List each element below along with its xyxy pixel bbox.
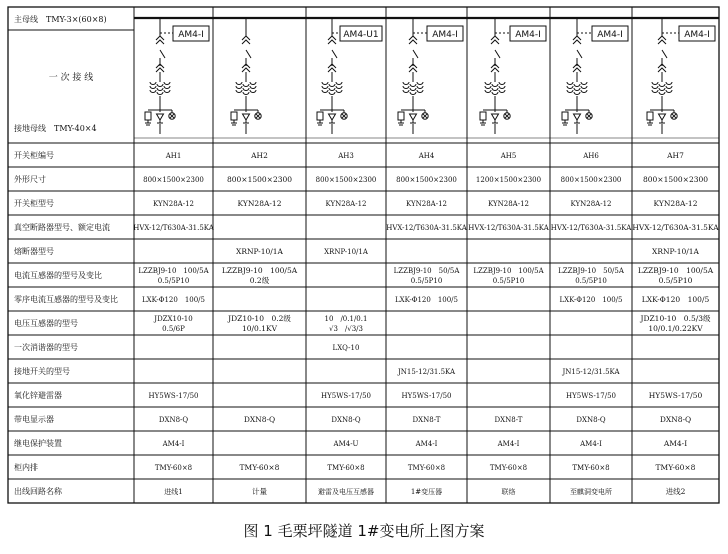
cell-text: AH5 (500, 152, 517, 160)
cell-text: LZZBJ9-10 100/5A (221, 266, 298, 275)
cell-text: DXN8-Q (158, 416, 189, 424)
row-label: 接地开关的型号 (14, 367, 70, 376)
cell-text: LXQ-10 (332, 344, 360, 352)
cell-text: LXK-Φ120 100/5 (559, 296, 623, 304)
cell-text: 10/0.1KV (241, 324, 278, 333)
cell-text: JDZ10-10 0.5/3级 (640, 314, 711, 323)
cell-text: 0.5/6P (162, 325, 185, 333)
cell-text: XRNP-10/1A (324, 248, 368, 256)
cell-text: HY5WS-17/50 (648, 391, 703, 400)
row-label: 熔断器型号 (14, 247, 54, 256)
cell-text: 800×1500×2300 (642, 175, 709, 184)
row-label: 开关柜编号 (14, 151, 54, 160)
protection-module-label: AM4-I (515, 30, 541, 40)
cell-text: LZZBJ9-10 100/5A (138, 267, 209, 275)
cell-text: 计量 (252, 487, 267, 496)
cell-text: LXK-Φ120 100/5 (142, 296, 205, 304)
cabinet-schematic (231, 18, 261, 134)
cell-text: 800×1500×2300 (315, 176, 377, 184)
cell-text: 0.5/5P10 (492, 277, 525, 285)
cell-text: 800×1500×2300 (226, 175, 293, 184)
cell-text: 0.5/5P10 (575, 277, 607, 285)
cell-text: HY5WS-17/50 (321, 392, 371, 400)
row-label: 一次消谐器的型号 (14, 343, 78, 352)
cell-text: HY5WS-17/50 (566, 392, 616, 400)
cell-text: 进线1 (164, 488, 183, 496)
cell-text: KYN28A-12 (152, 200, 195, 208)
cell-text: LZZBJ9-10 50/5A (393, 267, 460, 275)
cell-text: AM4-U (333, 440, 359, 448)
cell-text: KYN28A-12 (653, 199, 698, 208)
cell-text: 10 /0.1/0.1 (324, 315, 368, 323)
row-label: 外形尺寸 (14, 175, 46, 184)
cell-text: TMY-60×8 (489, 464, 528, 472)
cell-text: TMY-60×8 (407, 464, 446, 472)
cell-text: JN15-12/31.5KA (397, 368, 456, 376)
cell-text: 联络 (501, 488, 516, 496)
row-label: 电流互感器的型号及变比 (14, 271, 102, 280)
protection-module-label: AM4-I (684, 30, 710, 40)
cell-text: LXK-Φ120 100/5 (395, 296, 458, 304)
cell-text: LZZBJ9-10 100/5A (473, 267, 544, 275)
cell-text: AH7 (667, 151, 684, 160)
cell-text: LZZBJ9-10 50/5A (558, 267, 624, 275)
cell-text: √3 /√3/3 (329, 325, 363, 333)
cell-text: KYN28A-12 (570, 200, 612, 208)
protection-module-label: AM4-U1 (343, 30, 379, 40)
cell-text: LXK-Φ120 100/5 (641, 295, 710, 304)
cell-text: TMY-60×8 (239, 463, 280, 472)
diagram-label: 一 次 接 线 (48, 73, 94, 83)
figure-caption: 图 1 毛栗坪隧道 1#变电所上图方案 (243, 522, 485, 540)
cell-text: KYN28A-12 (487, 200, 530, 208)
cell-text: AH3 (338, 152, 354, 160)
cell-text: 进线2 (665, 487, 686, 496)
cell-text: AM4-I (580, 440, 602, 448)
cell-text: KYN28A-12 (237, 199, 282, 208)
cell-text: 0.2级 (249, 276, 270, 285)
cell-text: XRNP-10/1A (236, 247, 283, 256)
cell-text: DXN8-T (412, 416, 441, 424)
cell-text: TMY-60×8 (655, 463, 696, 472)
cell-text: 0.5/5P10 (410, 277, 443, 285)
cell-text: TMY-60×8 (572, 464, 610, 472)
cell-text: AH4 (418, 152, 435, 160)
cell-text: DXN8-Q (243, 415, 276, 424)
cell-text: 1#变压器 (410, 488, 443, 496)
cell-text: HVX-12/T630A-31.5KA (632, 223, 719, 232)
row-label: 氧化锌避雷器 (14, 391, 62, 400)
cell-text: DXN8-Q (659, 415, 692, 424)
cell-text: JDZ10-10 0.2级 (228, 314, 291, 323)
cell-text: DXN8-Q (576, 416, 606, 424)
cell-text: 800×1500×2300 (560, 176, 622, 184)
cell-text: KYN28A-12 (405, 200, 448, 208)
cell-text: TMY-60×8 (327, 464, 365, 472)
cell-text: 800×1500×2300 (396, 176, 457, 184)
cell-text: AH2 (251, 151, 268, 160)
row-label: 开关柜型号 (14, 199, 54, 208)
row-label: 继电保护装置 (14, 439, 62, 448)
cell-text: JN15-12/31.5KA (562, 368, 620, 376)
cell-text: HVX-12/T630A-31.5KA (468, 224, 549, 232)
cell-text: KYN28A-12 (325, 200, 367, 208)
cell-text: 800×1500×2300 (143, 176, 204, 184)
protection-module-label: AM4-I (597, 30, 623, 40)
cell-text: 0.5/5P10 (658, 276, 693, 285)
cell-text: 避雷及电压互感器 (318, 488, 374, 496)
cell-text: 1200×1500×2300 (475, 176, 542, 184)
protection-module-label: AM4-I (178, 30, 204, 40)
cell-text: HY5WS-17/50 (401, 392, 452, 400)
cell-text: AH1 (165, 152, 182, 160)
cell-text: 10/0.1/0.22KV (648, 324, 703, 333)
row-label: 零序电流互感器的型号及变比 (14, 295, 118, 304)
protection-module-label: AM4-I (432, 30, 458, 40)
row-label: 带电显示器 (14, 415, 54, 424)
cell-text: LZZBJ9-10 100/5A (637, 266, 714, 275)
cell-text: DXN8-Q (331, 416, 361, 424)
cell-text: HY5WS-17/50 (148, 392, 199, 400)
cell-text: HVX-12/T630A-31.5KA (386, 224, 467, 232)
cell-text: AM4-I (663, 439, 688, 448)
main-bus-label: 主母线 TMY-3×(60×8) (14, 15, 107, 24)
cell-text: HVX-12/T630A-31.5KA (133, 224, 214, 232)
cell-text: AM4-I (415, 440, 438, 448)
cell-text: AM4-I (162, 440, 185, 448)
cell-text: AH6 (583, 152, 599, 160)
cell-text: 0.5/5P10 (157, 277, 190, 285)
row-label: 真空断路器型号、额定电流 (14, 223, 110, 232)
cell-text: DXN8-T (494, 416, 523, 424)
row-label: 电压互感器的型号 (14, 319, 78, 328)
cell-text: AM4-I (497, 440, 520, 448)
cell-text: 至麒洞变电所 (570, 488, 612, 496)
row-label: 出线回路名称 (14, 487, 62, 496)
cell-text: TMY-60×8 (154, 464, 193, 472)
cell-text: HVX-12/T630A-31.5KA (550, 224, 632, 232)
row-label: 柜内排 (14, 463, 38, 472)
cell-text: XRNP-10/1A (652, 247, 699, 256)
ground-bus-label: 接地母线 TMY-40×4 (14, 124, 97, 133)
cell-text: JDZX10-10 (154, 315, 193, 323)
